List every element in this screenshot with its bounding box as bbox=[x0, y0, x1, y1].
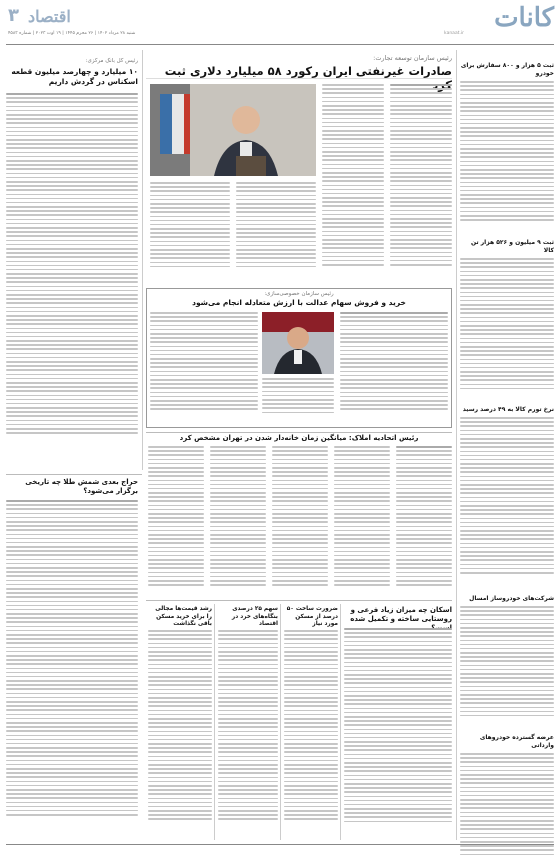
lower-divider-1 bbox=[340, 604, 341, 840]
left-lower-body bbox=[6, 500, 138, 836]
lead-headline[interactable]: صادرات غیرنفتی ایران رکورد ۵۸ میلیارد دلاری ثبت bbox=[164, 64, 452, 78]
lead-body-col-2 bbox=[322, 84, 384, 278]
right-column bbox=[460, 50, 554, 840]
right-brief-5-title[interactable]: عرضه گسترده خودروهای وارداتی bbox=[479, 734, 554, 749]
right-col-divider bbox=[456, 50, 457, 840]
lower-story-2-body bbox=[284, 630, 338, 836]
date-line: شنبه ۲۸ مرداد ۱۴۰۲ | ۲۶ محرم ۱۴۴۵ | ۱۹ اوت ۲۰۲۳ | شماره ۴۵۸۳ bbox=[8, 31, 136, 36]
lower-divider-3 bbox=[214, 604, 215, 840]
person-portrait-icon bbox=[150, 84, 316, 176]
lower-story-4-headline[interactable]: رشد قیمت‌ها مجالی را برای خرید مسکن باقی نگذاشت bbox=[155, 606, 212, 627]
left-column bbox=[6, 50, 138, 470]
mid-story-rule bbox=[146, 432, 452, 433]
person-portrait-icon bbox=[262, 312, 334, 374]
lead-headline-rule bbox=[146, 78, 452, 79]
box-story-header bbox=[150, 291, 448, 308]
right-brief-1-title[interactable]: ثبت ۵ هزار و ۸۰۰ سفارش برای خودرو bbox=[460, 62, 554, 77]
lead-kicker: رئیس سازمان توسعه تجارت: bbox=[373, 54, 452, 62]
left-kicker: رئیس کل بانک مرکزی: bbox=[85, 58, 138, 64]
right-brief-5-body bbox=[460, 753, 554, 856]
box-body-col-2 bbox=[150, 312, 258, 422]
mid-body-col-1 bbox=[396, 446, 452, 596]
page-number: ۳ bbox=[8, 5, 19, 26]
lower-story-1-headline[interactable]: اسکان چه میزان زیاد فرعی و روستایی ساخته و تکمیل شده bbox=[350, 606, 452, 623]
lead-photo bbox=[150, 84, 316, 176]
left-lower-rule bbox=[6, 474, 142, 475]
left-body bbox=[6, 93, 138, 463]
lower-story-1-body bbox=[344, 628, 452, 836]
left-headline[interactable]: ۱۰ میلیارد و چهارصد میلیون قطعه اسکناس در گردش داریم bbox=[11, 67, 138, 86]
box-caption bbox=[262, 378, 334, 422]
lead-body-col-3 bbox=[150, 182, 230, 278]
site-url: kanaat.ir bbox=[444, 31, 464, 36]
right-brief-4-title[interactable]: شرکت‌های خودروساز امسال bbox=[469, 595, 554, 602]
right-brief-2-body bbox=[460, 258, 554, 398]
lower-story-4-body bbox=[148, 630, 212, 836]
box-headline[interactable]: خرید و فروش سهام عدالت با ارزش متعادله انجام می‌شود bbox=[192, 298, 406, 307]
lead-body-col-1 bbox=[390, 84, 452, 278]
mid-body-col-2 bbox=[334, 446, 390, 596]
lower-story-2-headline[interactable]: ضرورت ساخت ۵۰ درصد از مسکن مورد نیاز bbox=[286, 606, 338, 627]
box-body-col-1 bbox=[340, 312, 448, 422]
right-brief-3-body bbox=[460, 417, 554, 587]
right-brief-4-body bbox=[460, 606, 554, 726]
mid-headline[interactable]: رئیس اتحادیه املاک: میانگین زمان خانه‌دار شدن در تهران مشخص کرد bbox=[179, 434, 419, 442]
mid-body-col-4 bbox=[210, 446, 266, 596]
lower-rule bbox=[146, 600, 452, 601]
masthead-rule bbox=[6, 44, 554, 45]
mid-body-col-3 bbox=[272, 446, 328, 596]
lower-story-3-body bbox=[218, 630, 278, 836]
box-kicker: رئیس سازمان خصوصی‌سازی: bbox=[264, 291, 334, 297]
footer-rule bbox=[6, 844, 554, 845]
mid-body-col-5 bbox=[148, 446, 204, 596]
lead-body-col-4 bbox=[236, 182, 316, 278]
site-logo[interactable]: کانات bbox=[494, 3, 554, 33]
lower-story-3-headline[interactable]: سهم ۲۵ درصدی بنگاه‌های خرد در اقتصاد bbox=[231, 606, 278, 627]
lower-divider-2 bbox=[280, 604, 281, 840]
right-brief-1-body bbox=[460, 81, 554, 231]
right-brief-3-title[interactable]: نرخ تورم کالا به ۴۹ درصد رسید bbox=[462, 406, 554, 413]
left-lower-headline[interactable]: حراج بعدی شمش طلا چه تاریخی برگزار می‌شود؟ bbox=[25, 478, 138, 495]
paper-name: اقتصاد bbox=[28, 7, 71, 26]
right-brief-2-title[interactable]: ثبت ۹ میلیون و ۵۲۶ هزار تن کالا bbox=[470, 239, 554, 254]
box-photo bbox=[262, 312, 334, 374]
left-col-divider bbox=[142, 50, 143, 470]
